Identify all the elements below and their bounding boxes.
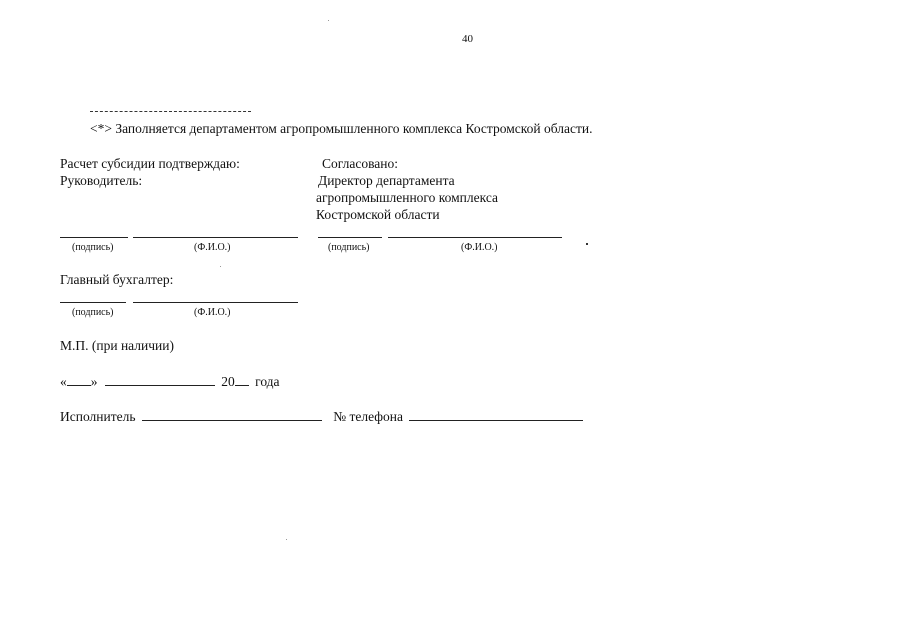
head-signature-caption: (подпись) <box>72 242 114 253</box>
phone-label: № телефона <box>333 409 404 424</box>
date-close-quote: » <box>90 374 98 389</box>
year-word: года <box>255 374 280 389</box>
date-line <box>60 373 280 390</box>
accountant-name-line[interactable] <box>133 302 298 303</box>
year-blank[interactable] <box>235 373 249 386</box>
executor-label: Исполнитель <box>60 409 136 424</box>
director-title-line3: Костромской области <box>316 207 440 222</box>
director-signature-caption: (подпись) <box>328 242 370 253</box>
head-signature-line[interactable] <box>60 237 128 238</box>
phone-blank[interactable] <box>409 408 583 421</box>
director-title-line2: агропромышленного комплекса <box>316 190 498 205</box>
executor-line <box>60 408 583 425</box>
scan-speck <box>286 539 287 540</box>
accountant-signature-caption: (подпись) <box>72 307 114 318</box>
executor-blank[interactable] <box>142 408 322 421</box>
year-prefix: 20 <box>221 374 235 389</box>
approved-label: Согласовано: <box>322 156 398 171</box>
chief-accountant-label: Главный бухгалтер: <box>60 272 174 287</box>
day-blank[interactable] <box>67 373 91 386</box>
director-signature-line[interactable] <box>318 237 382 238</box>
director-name-line[interactable] <box>388 237 562 238</box>
page-number: 40 <box>462 33 473 45</box>
confirm-label: Расчет субсидии подтверждаю: <box>60 156 240 171</box>
seal-note: М.П. (при наличии) <box>60 338 174 353</box>
scan-speck <box>220 266 221 267</box>
scan-speck <box>586 243 588 245</box>
accountant-signature-line[interactable] <box>60 302 126 303</box>
head-name-caption: (Ф.И.О.) <box>194 242 231 253</box>
month-blank[interactable] <box>105 373 215 386</box>
accountant-name-caption: (Ф.И.О.) <box>194 307 231 318</box>
footnote-separator <box>90 111 251 112</box>
footnote-text: <*> Заполняется департаментом агропромышленного комплекса Костромской области. <box>90 121 593 136</box>
head-label: Руководитель: <box>60 173 143 188</box>
director-title-line1: Директор департамента <box>318 173 455 188</box>
date-open-quote: « <box>60 374 67 389</box>
director-name-caption: (Ф.И.О.) <box>461 242 498 253</box>
head-name-line[interactable] <box>133 237 298 238</box>
scan-speck <box>328 20 329 21</box>
